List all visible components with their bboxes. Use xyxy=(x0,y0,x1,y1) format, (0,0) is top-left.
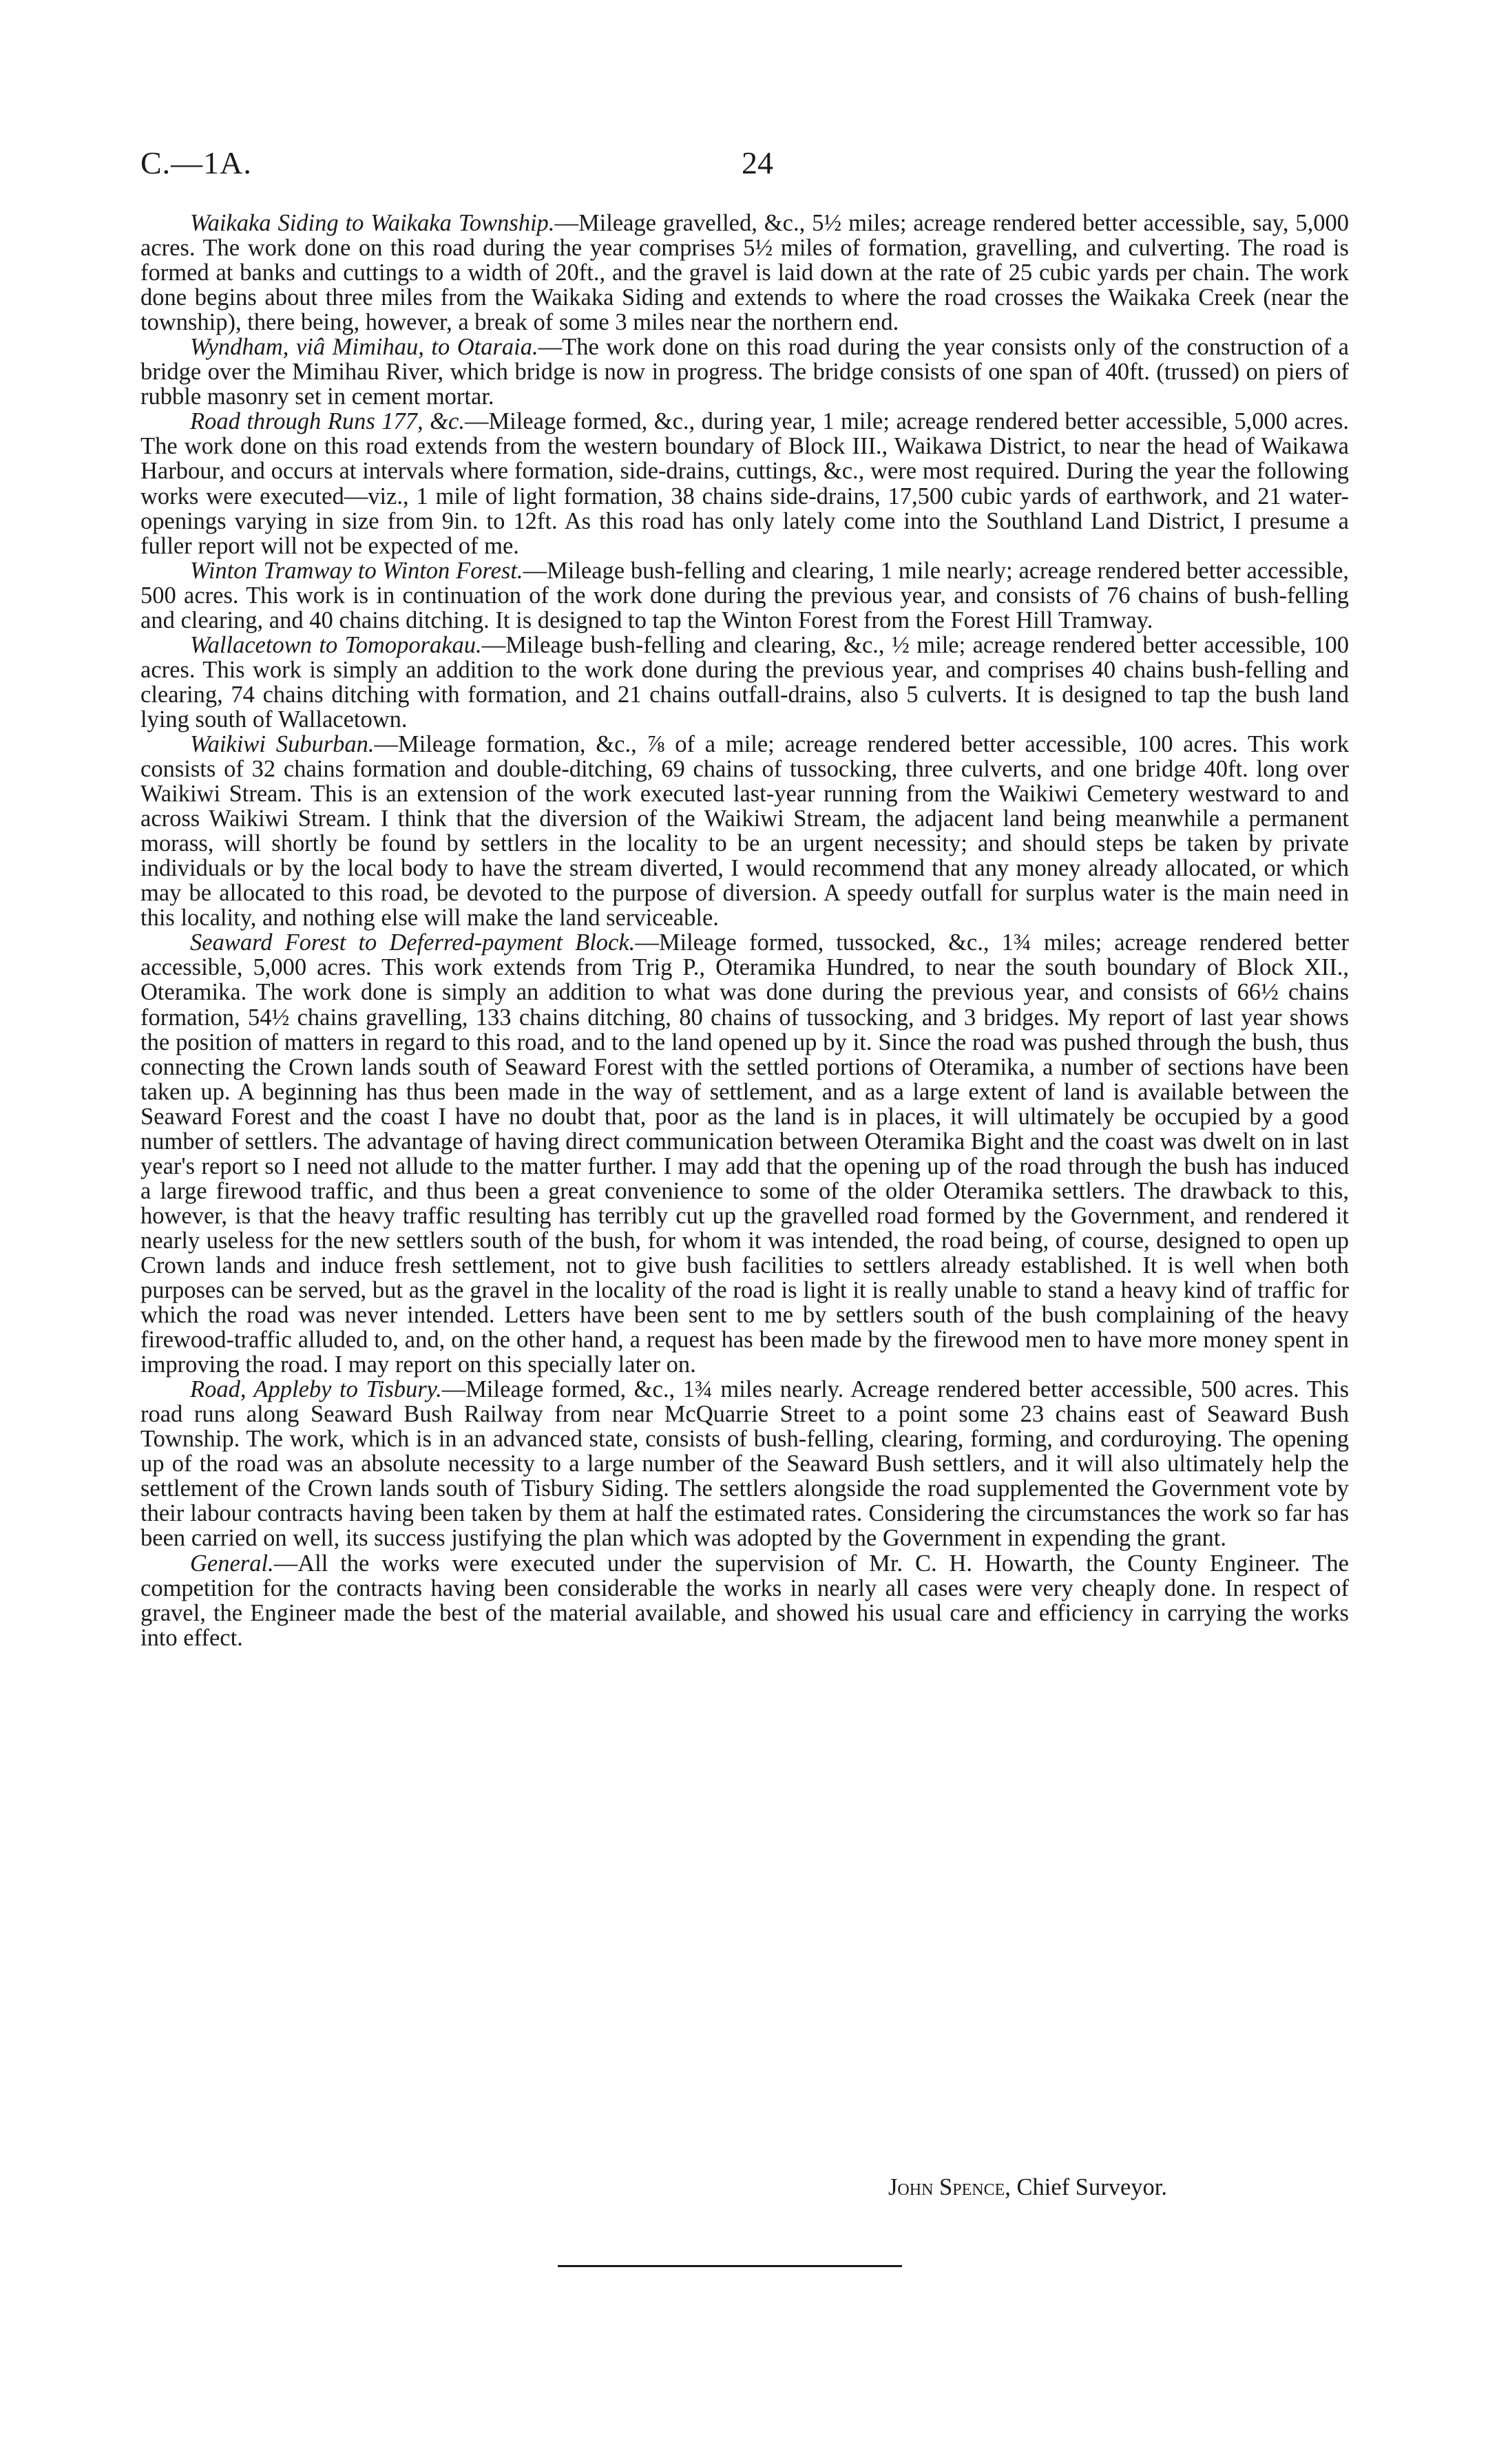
section-heading: Wyndham, viâ Mimihau, to Otaraia. xyxy=(190,334,538,361)
section-heading: Seaward Forest to Deferred-payment Block. xyxy=(190,929,636,956)
section-text: —Mileage formed, &c., during year, 1 mile; acreage rendered better accessible, 5,000 acres. The work done on this road extends from the western boundary of Block III., Waikawa District, to near the head of Waikawa Harbour, and occurs at intervals where formation, side-drains, cuttings, &c., were most required. During the year the following works were executed—viz., 1 mile of light formation, 38 chains side-drains, 17,500 cubic yards of earthwork, and 21 water-openings varying in size from 9in. to 12ft. As this road has only lately come into the Southland Land District, I presume a fuller report will not be expected of me. xyxy=(140,408,1350,559)
section-paragraph xyxy=(140,558,1349,633)
section-paragraph xyxy=(140,1551,1349,1650)
signatory-title: , Chief Surveyor. xyxy=(1005,2174,1167,2200)
section-paragraph xyxy=(140,211,1349,335)
document-code: C.—1A. xyxy=(140,145,252,180)
section-heading: Road through Runs 177, &c. xyxy=(190,408,465,435)
section-heading: Winton Tramway to Winton Forest. xyxy=(190,557,523,584)
section-paragraph xyxy=(140,1377,1349,1550)
section-text: —Mileage bush-felling and clearing, 1 mile nearly; acreage rendered better accessible, 500 acres. This work is in continuation of the work done during the previous year, and consists of 76 chains of bush-felling and clearing, and 40 chains ditching. It is designed to tap the Winton Forest from the Forest Hill Tramway. xyxy=(140,557,1350,633)
section-heading: Wallacetown to Tomoporakau. xyxy=(190,631,482,658)
closing-rule xyxy=(558,2265,902,2267)
section-heading: Waikaka Siding to Waikaka Township. xyxy=(190,210,555,236)
section-text: —The work done on this road during the year consists only of the construction of a bridge over the Mimihau River, which bridge is now in progress. The bridge consists of one span of 40ft. (trussed) on piers of rubble masonry set in cement mortar. xyxy=(140,334,1349,410)
section-paragraph xyxy=(140,633,1349,732)
section-text: —Mileage formed, tussocked, &c., 1¾ miles; acreage rendered better accessible, 5,000 acres. This work extends from Trig P., Oteramika Hundred, to near the south boundary of Block XII., Oteramika. The work done is simply an addition to what was done during the previous year, and consists of 66½ chains formation, 54½ chains gravelling, 133 chains ditching, 80 chains of tussocking, and 3 bridges. My report of last year shows the position of matters in regard to this road, and to the land opened up by it. Since the road was pushed through the bush, thus connecting the Crown lands south of Seaward Forest with the settled portions of Oteramika, a number of sections have been taken up. A beginning has thus been made in the way of settlement, and as a large extent of land is available between the Seaward Forest and the coast I have no doubt that, poor as the land is in places, it will ultimately be occupied by a good number of settlers. The advantage of having direct communication between Oteramika Bight and the coast was dwelt on in last year's report so I need not allude to the matter further. I may add that the opening up of the road through the bush has induced a large firewood traffic, and thus been a great convenience to some of the older Oteramika settlers. The drawback to this, however, is that the heavy traffic resulting has terribly cut up the gravelled road formed by the Government, and rendered it nearly useless for the new settlers south of the bush, for whom it was intended, the road being, of course, designed to open up Crown lands and induce fresh settlement, not to give bush facilities to settlers already established. It is well when both purposes can be served, but as the gravel in the locality of the road is light it is really unable to stand a heavy kind of traffic for which the road was never intended. Letters have been sent to me by settlers south of the bush complaining of the heavy firewood-traffic alluded to, and, on the other hand, a request has been made by the firewood men to have more money spent in improving the road. I may report on this specially later on. xyxy=(140,929,1349,1378)
section-heading: Road, Appleby to Tisbury. xyxy=(190,1376,442,1403)
section-paragraph xyxy=(140,930,1349,1377)
section-heading: Waikiwi Suburban. xyxy=(190,730,375,757)
section-paragraph xyxy=(140,409,1349,558)
page-number: 24 xyxy=(742,145,773,180)
section-text: —Mileage formed, &c., 1¾ miles nearly. Acreage rendered better accessible, 500 acres. This road runs along Seaward Bush Railway from near McQuarrie Street to a point some 23 chains east of Seaward Bush Township. The work, which is in an advanced state, consists of bush-felling, clearing, forming, and corduroying. The opening up of the road was an absolute necessity to a large number of the Seaward Bush settlers, and it will also ultimately help the settlement of the Crown lands south of Tisbury Siding. The settlers alongside the road supplemented the Government vote by their labour contracts having been taken by them at half the estimated rates. Considering the circumstances the work so far has been carried on well, its success justifying the plan which was adopted by the Government in expending the grant. xyxy=(140,1376,1349,1552)
signatory-name: John Spence xyxy=(888,2174,1005,2200)
section-text: —All the works were executed under the supervision of Mr. C. H. Howarth, the County Engineer. The competition for the contracts having been considerable the works in nearly all cases were very cheaply done. In respect of gravel, the Engineer made the best of the material available, and showed his usual care and efficiency in carrying the works into effect. xyxy=(140,1550,1349,1651)
section-text: —Mileage gravelled, &c., 5½ miles; acreage rendered better accessible, say, 5,000 acres. The work done on this road during the year comprises 5½ miles of formation, gravelling, and culverting. The road is formed at banks and cuttings to a width of 20ft., and the gravel is laid down at the rate of 25 cubic yards per chain. The work done begins about three miles from the Waikaka Siding and extends to where the road crosses the Waikaka Creek (near the township), there being, however, a break of some 3 miles near the northern end. xyxy=(140,210,1349,336)
report-body xyxy=(140,211,1349,1650)
section-paragraph xyxy=(140,732,1349,930)
signature-block xyxy=(888,2174,1167,2201)
section-text: —Mileage formation, &c., ⅞ of a mile; acreage rendered better accessible, 100 acres. This work consists of 32 chains formation and double-ditching, 69 chains of tussocking, three culverts, and one bridge 40ft. long over Waikiwi Stream. This is an extension of the work executed last-year running from the Waikiwi Cemetery westward to and across Waikiwi Stream. I think that the diversion of the Waikiwi Stream, the adjacent land being meanwhile a permanent morass, will shortly be found by settlers in the locality to be an urgent necessity; and should steps be taken by private individuals or by the local body to have the stream diverted, I would recommend that any money already allocated, or which may be allocated to this road, be devoted to the purpose of diversion. A speedy outfall for surplus water is the main need in this locality, and nothing else will make the land serviceable. xyxy=(140,730,1350,931)
section-text: —Mileage bush-felling and clearing, &c., ½ mile; acreage rendered better accessible, 100 acres. This work is simply an addition to the work done during the previous year, and comprises 40 chains bush-felling and clearing, 74 chains ditching with formation, and 21 chains outfall-drains, also 5 culverts. It is designed to tap the bush land lying south of Wallacetown. xyxy=(140,631,1349,733)
section-paragraph xyxy=(140,335,1349,409)
section-heading: General. xyxy=(190,1550,274,1577)
